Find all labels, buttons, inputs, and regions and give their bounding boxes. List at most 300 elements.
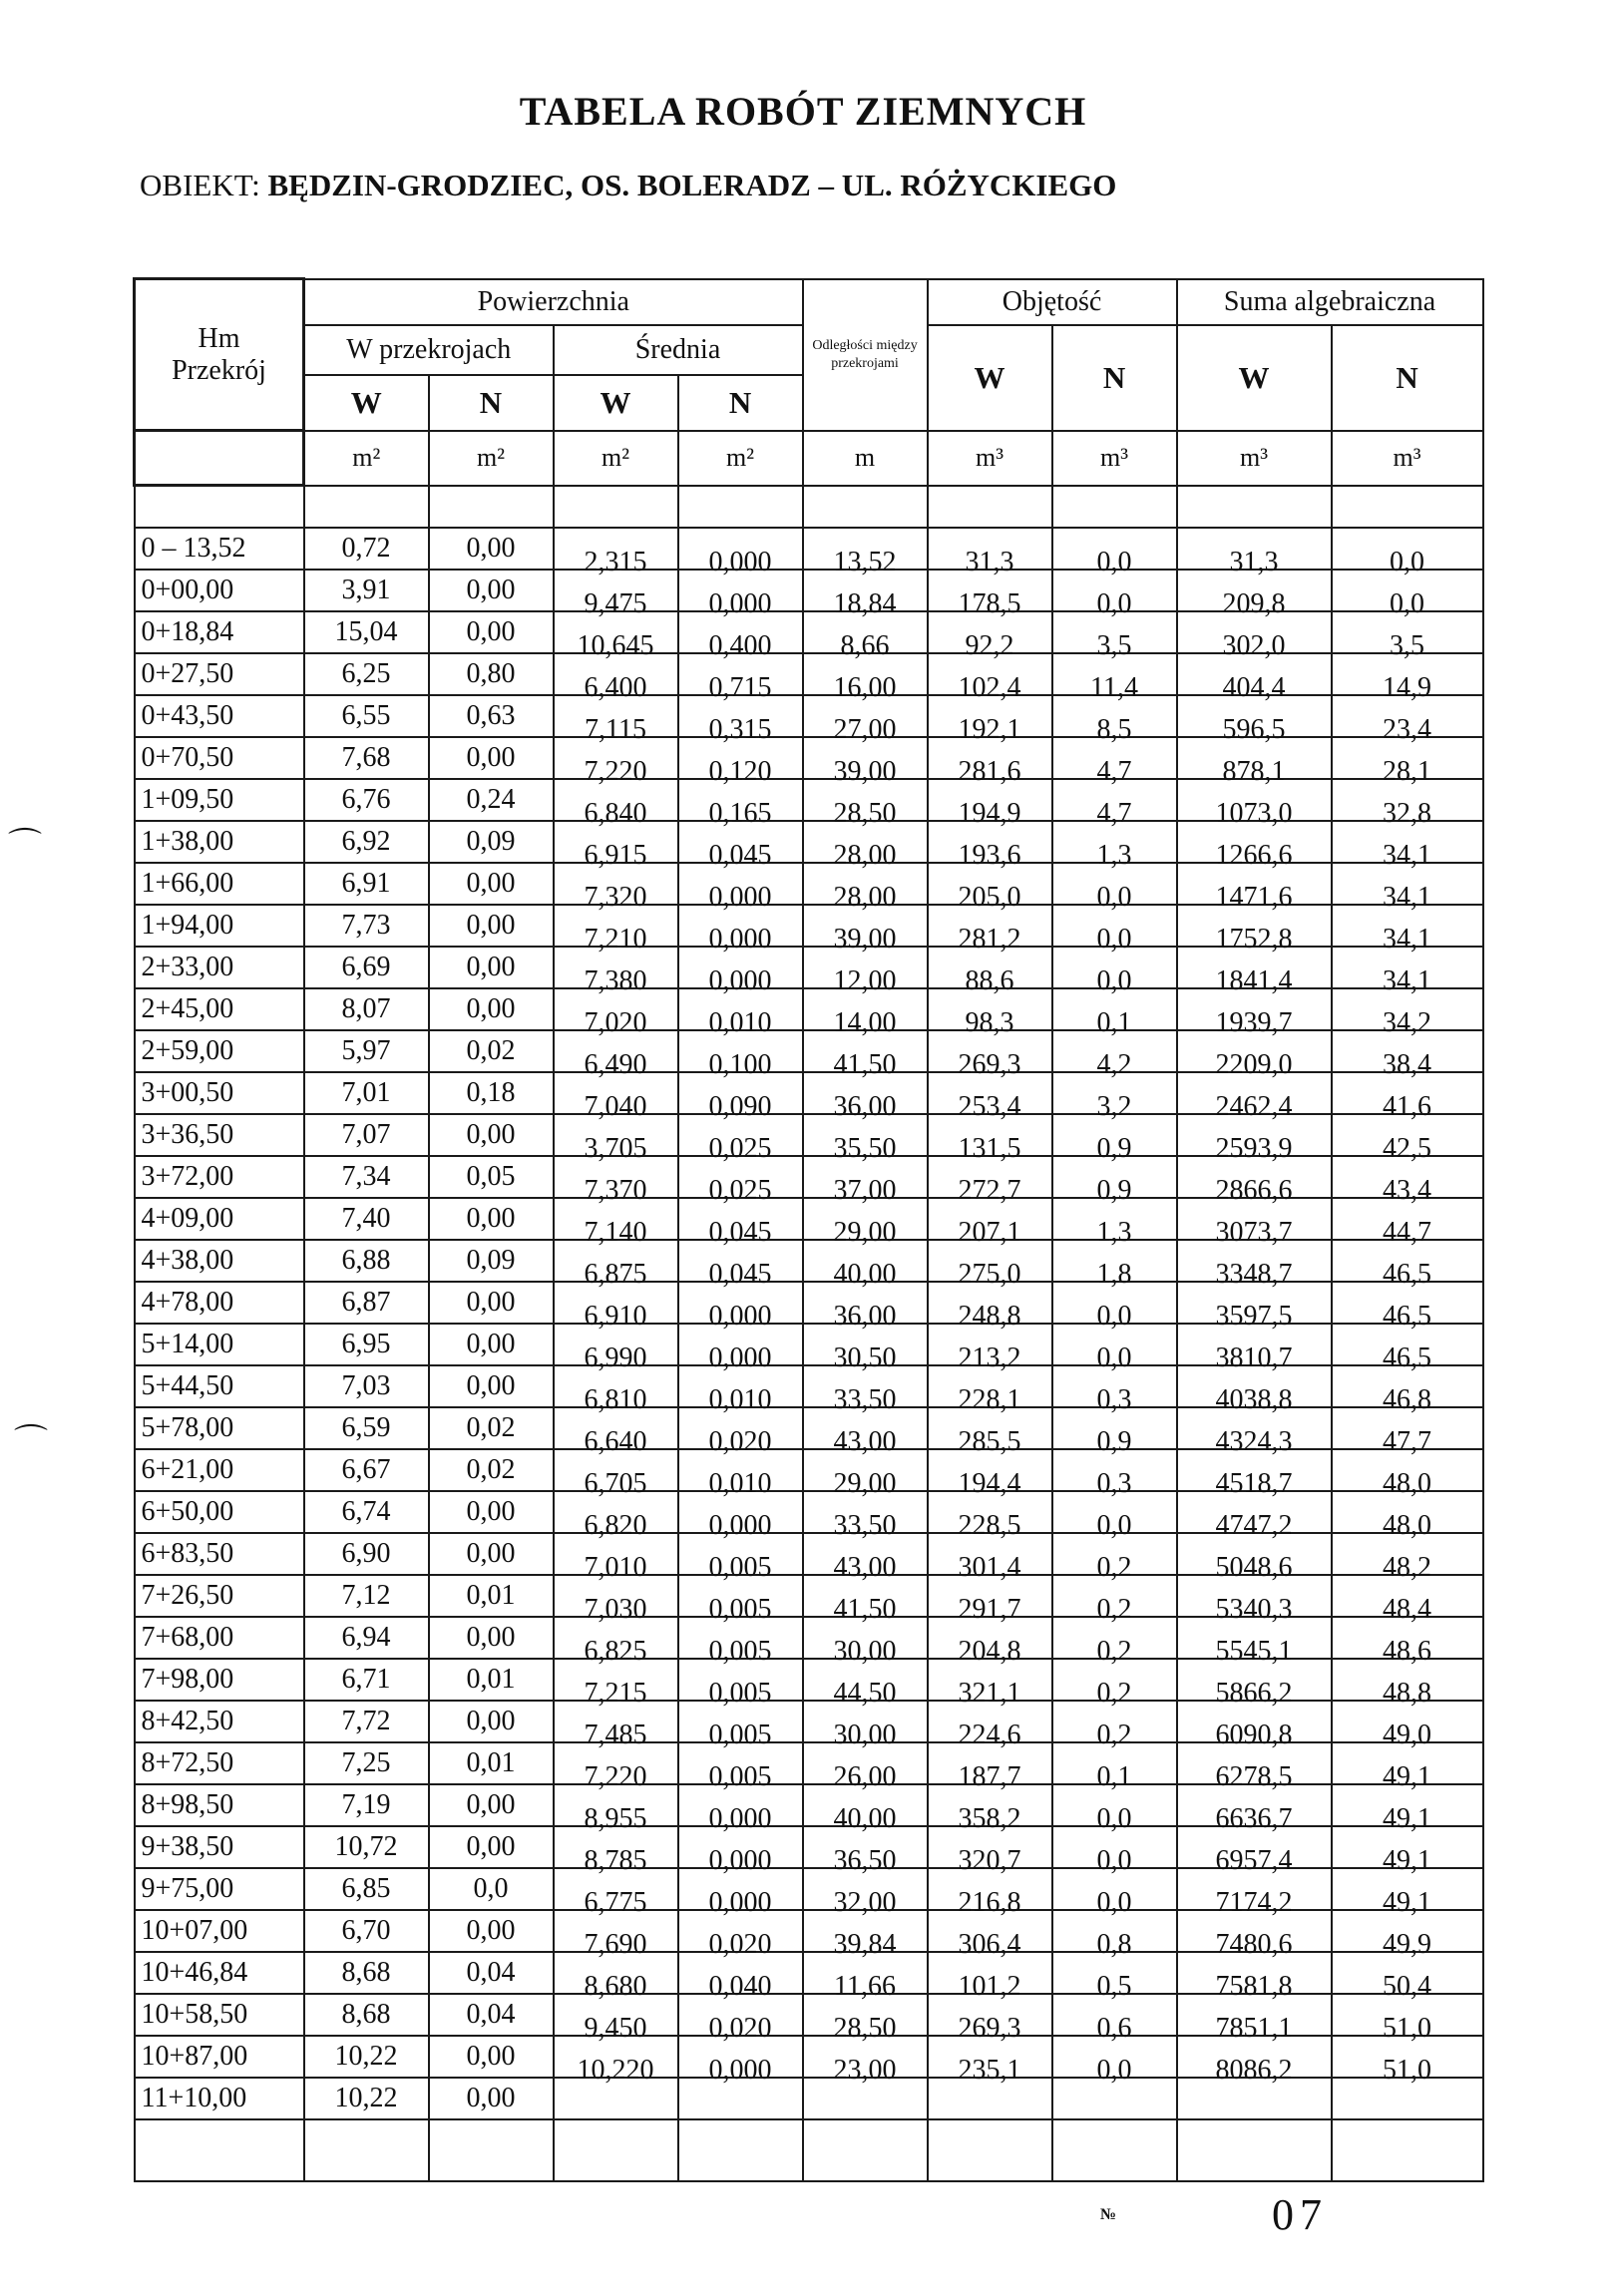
volume-n-cell: 0,0 <box>1052 877 1177 919</box>
volume-n-cell: 1,8 <box>1052 1254 1177 1296</box>
mean-area-n-cell: 0,000 <box>678 1338 803 1379</box>
sum-n-cell: 49,1 <box>1332 1882 1483 1924</box>
sum-w-cell: 4747,2 <box>1177 1505 1332 1547</box>
sum-n-cell: 41,6 <box>1332 1086 1483 1128</box>
section-area-n-cell: 0,00 <box>429 1826 554 1868</box>
header-powierzchnia: Powierzchnia <box>304 279 803 325</box>
section-area-w-cell: 5,97 <box>304 1030 429 1072</box>
volume-n-cell: 0,0 <box>1052 1882 1177 1924</box>
mean-area-w-cell: 7,030 <box>554 1589 678 1631</box>
section-area-w-cell: 6,71 <box>304 1659 429 1701</box>
section-hm-cell: 10+58,50 <box>135 1994 304 2036</box>
mean-area-n-cell: 0,005 <box>678 1756 803 1798</box>
margin-mark: ⌒ <box>8 828 42 865</box>
sum-n-cell: 23,4 <box>1332 709 1483 751</box>
header-sum-w: W <box>1177 325 1332 431</box>
section-area-n-cell: 0,09 <box>429 821 554 863</box>
volume-n-cell: 4,7 <box>1052 793 1177 835</box>
volume-n-cell: 0,0 <box>1052 960 1177 1002</box>
mean-area-w-cell: 3,705 <box>554 1128 678 1170</box>
distance-cell: 39,84 <box>803 1924 928 1966</box>
volume-w-cell: 228,5 <box>928 1505 1052 1547</box>
section-area-w-cell: 6,70 <box>304 1910 429 1952</box>
section-area-w-cell: 10,22 <box>304 2078 429 2119</box>
volume-w-cell: 192,1 <box>928 709 1052 751</box>
section-hm-cell: 1+38,00 <box>135 821 304 863</box>
volume-n-cell <box>1052 2092 1177 2133</box>
volume-w-cell: 358,2 <box>928 1798 1052 1840</box>
section-hm-cell: 5+78,00 <box>135 1407 304 1449</box>
section-area-n-cell: 0,0 <box>429 1868 554 1910</box>
section-area-n-cell: 0,00 <box>429 1114 554 1156</box>
mean-area-w-cell: 9,450 <box>554 2008 678 2050</box>
section-area-n-cell: 0,00 <box>429 988 554 1030</box>
section-area-n-cell: 0,09 <box>429 1240 554 1282</box>
distance-cell: 37,00 <box>803 1170 928 1212</box>
mean-area-w-cell: 6,910 <box>554 1296 678 1338</box>
table-row <box>135 528 1483 570</box>
unit-area: m² <box>304 431 429 486</box>
section-area-n-cell: 0,24 <box>429 779 554 821</box>
section-hm-cell: 7+26,50 <box>135 1575 304 1617</box>
sum-n-cell: 49,1 <box>1332 1798 1483 1840</box>
mean-area-n-cell: 0,040 <box>678 1966 803 2008</box>
volume-n-cell: 0,3 <box>1052 1379 1177 1421</box>
distance-cell: 35,50 <box>803 1128 928 1170</box>
volume-w-cell: 88,6 <box>928 960 1052 1002</box>
mean-area-w-cell: 8,680 <box>554 1966 678 2008</box>
section-area-w-cell: 8,68 <box>304 1994 429 2036</box>
sum-n-cell: 51,0 <box>1332 2008 1483 2050</box>
volume-w-cell: 98,3 <box>928 1002 1052 1044</box>
section-area-n-cell: 0,04 <box>429 1994 554 2036</box>
sum-n-cell: 34,1 <box>1332 919 1483 960</box>
mean-area-w-cell: 7,010 <box>554 1547 678 1589</box>
section-area-n-cell: 0,18 <box>429 1072 554 1114</box>
sum-w-cell: 2209,0 <box>1177 1044 1332 1086</box>
section-area-w-cell: 7,68 <box>304 737 429 779</box>
earthworks-table <box>133 277 1484 2182</box>
section-area-w-cell: 7,40 <box>304 1198 429 1240</box>
sum-w-cell: 4518,7 <box>1177 1463 1332 1505</box>
sum-w-cell: 8086,2 <box>1177 2050 1332 2092</box>
section-area-w-cell: 7,12 <box>304 1575 429 1617</box>
mean-area-n-cell: 0,025 <box>678 1128 803 1170</box>
section-area-n-cell: 0,00 <box>429 1282 554 1324</box>
volume-n-cell: 0,6 <box>1052 2008 1177 2050</box>
mean-area-w-cell: 2,315 <box>554 542 678 583</box>
sum-w-cell: 5866,2 <box>1177 1673 1332 1715</box>
section-area-w-cell: 8,68 <box>304 1952 429 1994</box>
volume-n-cell: 1,3 <box>1052 1212 1177 1254</box>
volume-w-cell: 228,1 <box>928 1379 1052 1421</box>
volume-n-cell: 0,0 <box>1052 1840 1177 1882</box>
volume-w-cell: 269,3 <box>928 2008 1052 2050</box>
sum-n-cell: 28,1 <box>1332 751 1483 793</box>
sum-n-cell: 46,8 <box>1332 1379 1483 1421</box>
volume-n-cell: 11,4 <box>1052 667 1177 709</box>
mean-area-w-cell: 6,400 <box>554 667 678 709</box>
volume-w-cell: 193,6 <box>928 835 1052 877</box>
mean-area-w-cell: 6,820 <box>554 1505 678 1547</box>
section-area-n-cell: 0,01 <box>429 1575 554 1617</box>
distance-cell: 39,00 <box>803 751 928 793</box>
mean-area-w-cell: 7,370 <box>554 1170 678 1212</box>
distance-cell: 36,00 <box>803 1296 928 1338</box>
sum-n-cell: 49,9 <box>1332 1924 1483 1966</box>
distance-cell: 41,50 <box>803 1044 928 1086</box>
mean-area-w-cell: 6,490 <box>554 1044 678 1086</box>
unit-area: m² <box>678 431 803 486</box>
sum-w-cell: 302,0 <box>1177 625 1332 667</box>
header-przekroj: Przekrój <box>172 354 266 386</box>
section-hm-cell: 3+00,50 <box>135 1072 304 1114</box>
mean-area-w-cell: 7,020 <box>554 1002 678 1044</box>
volume-n-cell: 0,0 <box>1052 1338 1177 1379</box>
section-hm-cell: 10+46,84 <box>135 1952 304 1994</box>
mean-area-n-cell: 0,010 <box>678 1463 803 1505</box>
sum-n-cell: 50,4 <box>1332 1966 1483 2008</box>
volume-n-cell: 0,2 <box>1052 1631 1177 1673</box>
distance-cell: 29,00 <box>803 1463 928 1505</box>
distance-cell: 43,00 <box>803 1547 928 1589</box>
mean-area-n-cell: 0,000 <box>678 1505 803 1547</box>
volume-w-cell: 216,8 <box>928 1882 1052 1924</box>
section-hm-cell: 0+18,84 <box>135 611 304 653</box>
mean-area-w-cell: 8,785 <box>554 1840 678 1882</box>
section-area-n-cell: 0,00 <box>429 528 554 570</box>
sum-w-cell: 5048,6 <box>1177 1547 1332 1589</box>
distance-cell: 36,00 <box>803 1086 928 1128</box>
header-mean-n: N <box>678 375 803 431</box>
section-area-n-cell: 0,02 <box>429 1030 554 1072</box>
mean-area-n-cell: 0,000 <box>678 877 803 919</box>
mean-area-n-cell <box>678 2092 803 2133</box>
section-hm-cell: 5+44,50 <box>135 1365 304 1407</box>
sum-w-cell: 5545,1 <box>1177 1631 1332 1673</box>
sum-n-cell: 0,0 <box>1332 583 1483 625</box>
mean-area-n-cell: 0,400 <box>678 625 803 667</box>
section-area-n-cell: 0,00 <box>429 905 554 947</box>
mean-area-n-cell: 0,000 <box>678 583 803 625</box>
section-hm-cell: 10+07,00 <box>135 1910 304 1952</box>
distance-cell: 43,00 <box>803 1421 928 1463</box>
mean-area-w-cell: 6,990 <box>554 1338 678 1379</box>
volume-n-cell: 0,9 <box>1052 1421 1177 1463</box>
volume-w-cell: 31,3 <box>928 542 1052 583</box>
header-volume-n: N <box>1052 325 1177 431</box>
mean-area-n-cell: 0,045 <box>678 1254 803 1296</box>
section-hm-cell: 8+98,50 <box>135 1784 304 1826</box>
distance-cell: 28,00 <box>803 835 928 877</box>
sum-n-cell: 34,1 <box>1332 835 1483 877</box>
header-hm: Hm <box>198 322 240 354</box>
volume-w-cell: 187,7 <box>928 1756 1052 1798</box>
sum-n-cell: 48,0 <box>1332 1463 1483 1505</box>
volume-n-cell: 0,8 <box>1052 1924 1177 1966</box>
sum-n-cell: 46,5 <box>1332 1254 1483 1296</box>
mean-area-w-cell: 7,210 <box>554 919 678 960</box>
sum-w-cell: 6636,7 <box>1177 1798 1332 1840</box>
section-hm-cell: 0+70,50 <box>135 737 304 779</box>
unit-volume: m³ <box>1052 431 1177 486</box>
volume-w-cell: 272,7 <box>928 1170 1052 1212</box>
header-w-przekrojach: W przekrojach <box>304 325 554 375</box>
section-area-n-cell: 0,00 <box>429 947 554 988</box>
section-area-w-cell: 7,07 <box>304 1114 429 1156</box>
unit-volume: m³ <box>1332 431 1483 486</box>
distance-cell: 36,50 <box>803 1840 928 1882</box>
volume-n-cell: 0,2 <box>1052 1715 1177 1756</box>
section-hm-cell: 2+33,00 <box>135 947 304 988</box>
header-odleglosci: Odległości między przekrojami <box>803 279 928 431</box>
section-area-w-cell: 6,92 <box>304 821 429 863</box>
mean-area-w-cell: 7,380 <box>554 960 678 1002</box>
section-hm-cell: 6+50,00 <box>135 1491 304 1533</box>
mean-area-w-cell: 7,215 <box>554 1673 678 1715</box>
sum-n-cell: 46,5 <box>1332 1296 1483 1338</box>
sum-n-cell <box>1332 2092 1483 2133</box>
section-area-w-cell: 7,19 <box>304 1784 429 1826</box>
volume-w-cell: 285,5 <box>928 1421 1052 1463</box>
section-area-w-cell: 6,59 <box>304 1407 429 1449</box>
section-area-n-cell: 0,00 <box>429 1365 554 1407</box>
section-area-w-cell: 6,90 <box>304 1533 429 1575</box>
mean-area-w-cell: 6,875 <box>554 1254 678 1296</box>
sum-n-cell: 47,7 <box>1332 1421 1483 1463</box>
distance-cell: 14,00 <box>803 1002 928 1044</box>
section-area-w-cell: 7,01 <box>304 1072 429 1114</box>
volume-w-cell: 194,4 <box>928 1463 1052 1505</box>
section-hm-cell: 2+59,00 <box>135 1030 304 1072</box>
distance-cell: 27,00 <box>803 709 928 751</box>
volume-n-cell: 4,7 <box>1052 751 1177 793</box>
section-area-n-cell: 0,02 <box>429 1449 554 1491</box>
section-area-w-cell: 0,72 <box>304 528 429 570</box>
sum-n-cell: 38,4 <box>1332 1044 1483 1086</box>
header-hm-przekroj <box>135 279 304 431</box>
section-area-n-cell: 0,00 <box>429 2078 554 2119</box>
header-volume-w: W <box>928 325 1052 431</box>
volume-w-cell <box>928 2092 1052 2133</box>
distance-cell: 11,66 <box>803 1966 928 2008</box>
section-area-w-cell: 6,85 <box>304 1868 429 1910</box>
section-area-n-cell: 0,00 <box>429 611 554 653</box>
section-hm-cell: 7+68,00 <box>135 1617 304 1659</box>
section-hm-cell: 6+21,00 <box>135 1449 304 1491</box>
volume-n-cell: 0,0 <box>1052 583 1177 625</box>
mean-area-w-cell: 6,915 <box>554 835 678 877</box>
sum-n-cell: 48,2 <box>1332 1547 1483 1589</box>
mean-area-w-cell: 6,810 <box>554 1379 678 1421</box>
header-suma: Suma algebraiczna <box>1177 279 1483 325</box>
sum-w-cell <box>1177 2092 1332 2133</box>
mean-area-w-cell: 6,775 <box>554 1882 678 1924</box>
section-hm-cell: 10+87,00 <box>135 2036 304 2078</box>
mean-area-n-cell: 0,000 <box>678 542 803 583</box>
section-area-n-cell: 0,00 <box>429 1533 554 1575</box>
unit-volume: m³ <box>928 431 1052 486</box>
sum-w-cell: 1752,8 <box>1177 919 1332 960</box>
unit-length: m <box>803 431 928 486</box>
distance-cell: 41,50 <box>803 1589 928 1631</box>
mean-area-n-cell: 0,010 <box>678 1002 803 1044</box>
mean-area-n-cell: 0,000 <box>678 2050 803 2092</box>
sum-w-cell: 1266,6 <box>1177 835 1332 877</box>
distance-cell: 26,00 <box>803 1756 928 1798</box>
mean-area-n-cell: 0,025 <box>678 1170 803 1212</box>
volume-w-cell: 204,8 <box>928 1631 1052 1673</box>
sum-w-cell: 878,1 <box>1177 751 1332 793</box>
mean-area-w-cell: 7,220 <box>554 1756 678 1798</box>
section-area-n-cell: 0,00 <box>429 1617 554 1659</box>
sum-n-cell: 46,5 <box>1332 1338 1483 1379</box>
volume-n-cell: 8,5 <box>1052 709 1177 751</box>
distance-cell: 28,50 <box>803 793 928 835</box>
distance-cell: 40,00 <box>803 1798 928 1840</box>
mean-area-w-cell: 6,825 <box>554 1631 678 1673</box>
volume-n-cell: 1,3 <box>1052 835 1177 877</box>
section-hm-cell: 4+38,00 <box>135 1240 304 1282</box>
section-area-n-cell: 0,00 <box>429 1910 554 1952</box>
sum-w-cell: 596,5 <box>1177 709 1332 751</box>
section-area-n-cell: 0,00 <box>429 1701 554 1742</box>
sum-n-cell: 51,0 <box>1332 2050 1483 2092</box>
volume-w-cell: 253,4 <box>928 1086 1052 1128</box>
section-area-w-cell: 10,72 <box>304 1826 429 1868</box>
volume-n-cell: 0,0 <box>1052 542 1177 583</box>
section-area-n-cell: 0,00 <box>429 1324 554 1365</box>
section-area-w-cell: 7,03 <box>304 1365 429 1407</box>
distance-cell: 28,50 <box>803 2008 928 2050</box>
mean-area-w-cell: 7,040 <box>554 1086 678 1128</box>
volume-n-cell: 3,5 <box>1052 625 1177 667</box>
volume-n-cell: 0,0 <box>1052 1505 1177 1547</box>
section-area-n-cell: 0,01 <box>429 1742 554 1784</box>
sum-n-cell: 0,0 <box>1332 542 1483 583</box>
distance-cell: 23,00 <box>803 2050 928 2092</box>
distance-cell: 33,50 <box>803 1505 928 1547</box>
volume-n-cell: 3,2 <box>1052 1086 1177 1128</box>
distance-cell: 18,84 <box>803 583 928 625</box>
section-area-n-cell: 0,01 <box>429 1659 554 1701</box>
volume-w-cell: 301,4 <box>928 1547 1052 1589</box>
distance-cell: 30,50 <box>803 1338 928 1379</box>
unit-volume: m³ <box>1177 431 1332 486</box>
mean-area-w-cell: 6,705 <box>554 1463 678 1505</box>
sum-w-cell: 2462,4 <box>1177 1086 1332 1128</box>
mean-area-w-cell: 7,220 <box>554 751 678 793</box>
mean-area-n-cell: 0,000 <box>678 1882 803 1924</box>
volume-w-cell: 178,5 <box>928 583 1052 625</box>
mean-area-n-cell: 0,045 <box>678 835 803 877</box>
section-area-n-cell: 0,00 <box>429 2036 554 2078</box>
section-hm-cell: 9+75,00 <box>135 1868 304 1910</box>
volume-n-cell: 4,2 <box>1052 1044 1177 1086</box>
object-line <box>140 168 1116 203</box>
mean-area-n-cell: 0,020 <box>678 2008 803 2050</box>
volume-w-cell: 92,2 <box>928 625 1052 667</box>
section-area-w-cell: 7,34 <box>304 1156 429 1198</box>
volume-n-cell: 0,0 <box>1052 1296 1177 1338</box>
section-area-n-cell: 0,05 <box>429 1156 554 1198</box>
section-area-w-cell: 6,91 <box>304 863 429 905</box>
volume-n-cell: 0,5 <box>1052 1966 1177 2008</box>
volume-n-cell: 0,9 <box>1052 1128 1177 1170</box>
distance-cell: 13,52 <box>803 542 928 583</box>
volume-w-cell: 275,0 <box>928 1254 1052 1296</box>
section-area-n-cell: 0,00 <box>429 737 554 779</box>
mean-area-w-cell: 6,840 <box>554 793 678 835</box>
table-body <box>135 486 1483 2182</box>
section-hm-cell: 6+83,50 <box>135 1533 304 1575</box>
distance-cell: 40,00 <box>803 1254 928 1296</box>
mean-area-n-cell: 0,000 <box>678 960 803 1002</box>
section-area-w-cell: 3,91 <box>304 570 429 611</box>
mean-area-n-cell: 0,005 <box>678 1547 803 1589</box>
sum-w-cell: 3348,7 <box>1177 1254 1332 1296</box>
mean-area-n-cell: 0,000 <box>678 1798 803 1840</box>
sum-w-cell: 6090,8 <box>1177 1715 1332 1756</box>
section-area-n-cell: 0,80 <box>429 653 554 695</box>
distance-cell: 33,50 <box>803 1379 928 1421</box>
section-area-w-cell: 6,88 <box>304 1240 429 1282</box>
mean-area-n-cell: 0,120 <box>678 751 803 793</box>
sum-w-cell: 209,8 <box>1177 583 1332 625</box>
mean-area-w-cell: 7,485 <box>554 1715 678 1756</box>
section-area-w-cell: 6,76 <box>304 779 429 821</box>
unit-empty <box>135 431 304 486</box>
sum-n-cell: 48,4 <box>1332 1589 1483 1631</box>
sum-n-cell: 48,0 <box>1332 1505 1483 1547</box>
mean-area-n-cell: 0,020 <box>678 1421 803 1463</box>
volume-w-cell: 269,3 <box>928 1044 1052 1086</box>
mean-area-w-cell <box>554 2092 678 2133</box>
volume-w-cell: 101,2 <box>928 1966 1052 2008</box>
volume-w-cell: 321,1 <box>928 1673 1052 1715</box>
mean-area-w-cell: 6,640 <box>554 1421 678 1463</box>
section-area-n-cell: 0,63 <box>429 695 554 737</box>
section-hm-cell: 4+09,00 <box>135 1198 304 1240</box>
section-hm-cell: 8+72,50 <box>135 1742 304 1784</box>
mean-area-w-cell: 7,320 <box>554 877 678 919</box>
volume-n-cell: 0,3 <box>1052 1463 1177 1505</box>
distance-cell: 29,00 <box>803 1212 928 1254</box>
section-area-w-cell: 6,95 <box>304 1324 429 1365</box>
volume-n-cell: 0,2 <box>1052 1547 1177 1589</box>
volume-w-cell: 306,4 <box>928 1924 1052 1966</box>
sum-w-cell: 4324,3 <box>1177 1421 1332 1463</box>
mean-area-w-cell: 7,140 <box>554 1212 678 1254</box>
unit-area: m² <box>554 431 678 486</box>
volume-n-cell: 0,0 <box>1052 2050 1177 2092</box>
section-hm-cell: 8+42,50 <box>135 1701 304 1742</box>
mean-area-n-cell: 0,005 <box>678 1673 803 1715</box>
distance-cell: 8,66 <box>803 625 928 667</box>
section-area-w-cell: 15,04 <box>304 611 429 653</box>
section-area-w-cell: 7,72 <box>304 1701 429 1742</box>
section-hm-cell: 4+78,00 <box>135 1282 304 1324</box>
sum-n-cell: 34,2 <box>1332 1002 1483 1044</box>
section-hm-cell: 1+09,50 <box>135 779 304 821</box>
margin-mark: ⌒ <box>14 1424 48 1461</box>
mean-area-n-cell: 0,000 <box>678 1296 803 1338</box>
distance-cell: 32,00 <box>803 1882 928 1924</box>
sum-w-cell: 7480,6 <box>1177 1924 1332 1966</box>
volume-w-cell: 102,4 <box>928 667 1052 709</box>
mean-area-n-cell: 0,715 <box>678 667 803 709</box>
sum-n-cell: 14,9 <box>1332 667 1483 709</box>
